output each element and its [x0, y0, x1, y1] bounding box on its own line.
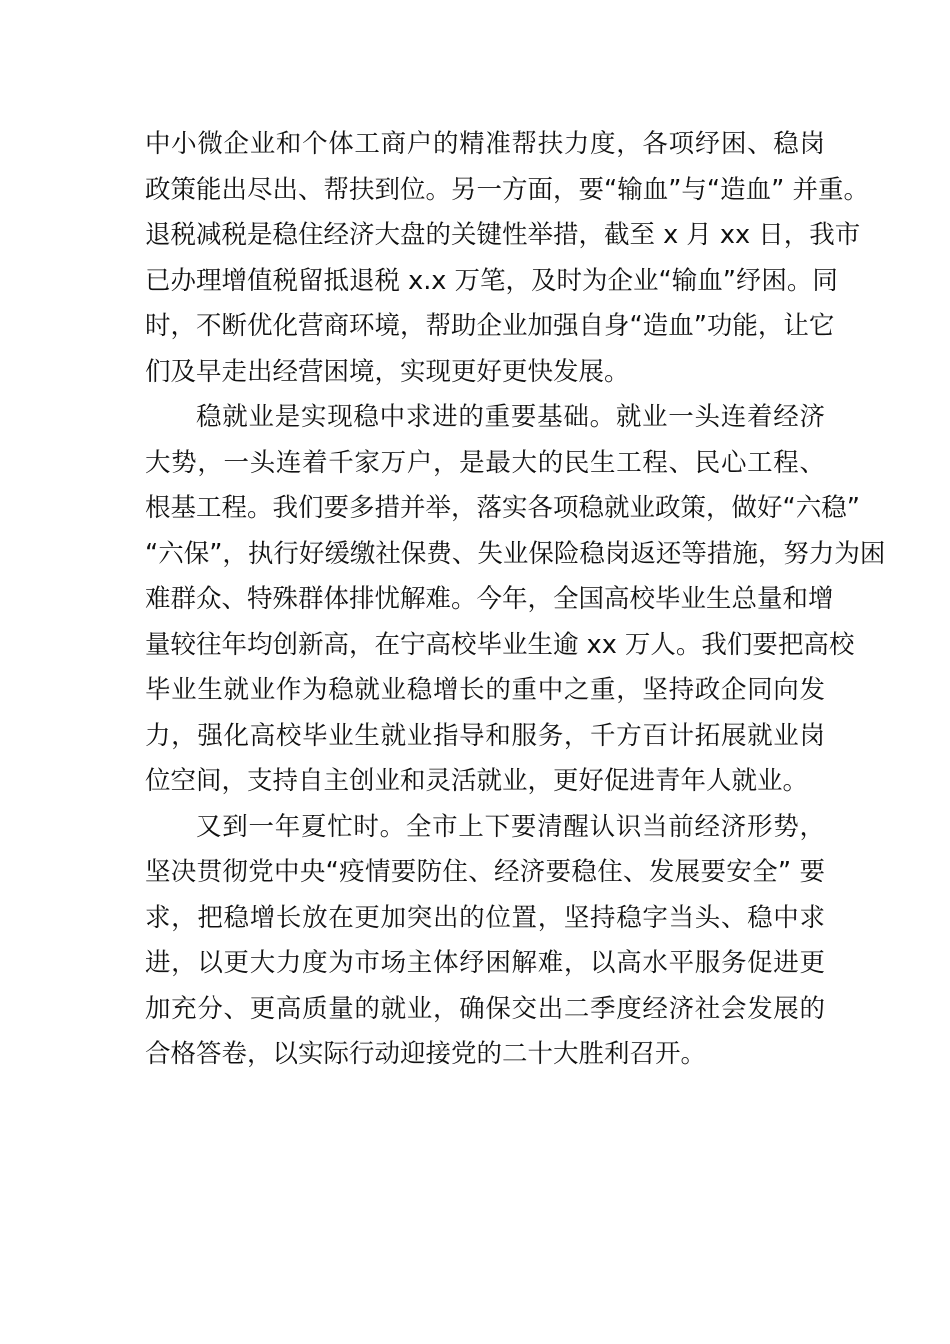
text-line: 位空间，支持自主创业和灵活就业，更好促进青年人就业。 — [145, 766, 809, 796]
text-line: 进，以更大力度为市场主体纾困解难，以高水平服务促进更 — [145, 948, 825, 978]
text-line: 中小微企业和个体工商户的精准帮扶力度，各项纾困、稳岗 — [145, 129, 825, 159]
paragraph-1 — [145, 122, 869, 395]
text-line: 坚决贯彻党中央“疫情要防住、经济要稳住、发展要安全” 要 — [145, 857, 825, 887]
text-line: 量较往年均创新高，在宁高校毕业生逾 xx 万人。我们要把高校 — [145, 629, 855, 660]
text-line: 加充分、更高质量的就业，确保交出二季度经济社会发展的 — [145, 993, 825, 1024]
text-line: 退税减税是稳住经济大盘的关键性举措，截至 x 月 xx 日，我市 — [145, 220, 861, 250]
text-line: 大势，一头连着千家万户，是最大的民生工程、民心工程、 — [145, 447, 825, 478]
text-line: 力，强化高校毕业生就业指导和服务，千方百计拓展就业岗 — [145, 720, 825, 751]
body-text — [145, 122, 886, 1078]
text-line: 又到一年夏忙时。全市上下要清醒认识当前经济形势， — [196, 811, 825, 842]
text-line: 时，不断优化营商环境，帮助企业加强自身“造血”功能，让它 — [145, 311, 835, 341]
text-line: 稳就业是实现稳中求进的重要基础。就业一头连着经济 — [196, 402, 825, 432]
paragraph-2 — [145, 395, 886, 805]
text-line: 已办理增值税留抵退税 x.x 万笔，及时为企业“输血”纾困。同 — [145, 265, 838, 296]
text-line: “六保”，执行好缓缴社保费、失业保险稳岗返还等措施，努力为困 — [145, 538, 886, 569]
text-line: 毕业生就业作为稳就业稳增长的重中之重，坚持政企同向发 — [145, 675, 825, 705]
text-line: 们及早走出经营困境，实现更好更快发展。 — [145, 356, 630, 387]
text-line: 合格答卷，以实际行动迎接党的二十大胜利召开。 — [145, 1039, 707, 1069]
text-line: 根基工程。我们要多措并举，落实各项稳就业政策，做好“六稳” — [145, 493, 860, 523]
paragraph-3 — [145, 805, 825, 1078]
text-line: 难群众、特殊群体排忧解难。今年，全国高校毕业生总量和增 — [145, 584, 834, 614]
text-line: 求，把稳增长放在更加突出的位置，坚持稳字当头、稳中求 — [145, 902, 825, 933]
text-line: 政策能出尽出、帮扶到位。另一方面，要“输血”与“造血” 并重。 — [145, 174, 869, 205]
